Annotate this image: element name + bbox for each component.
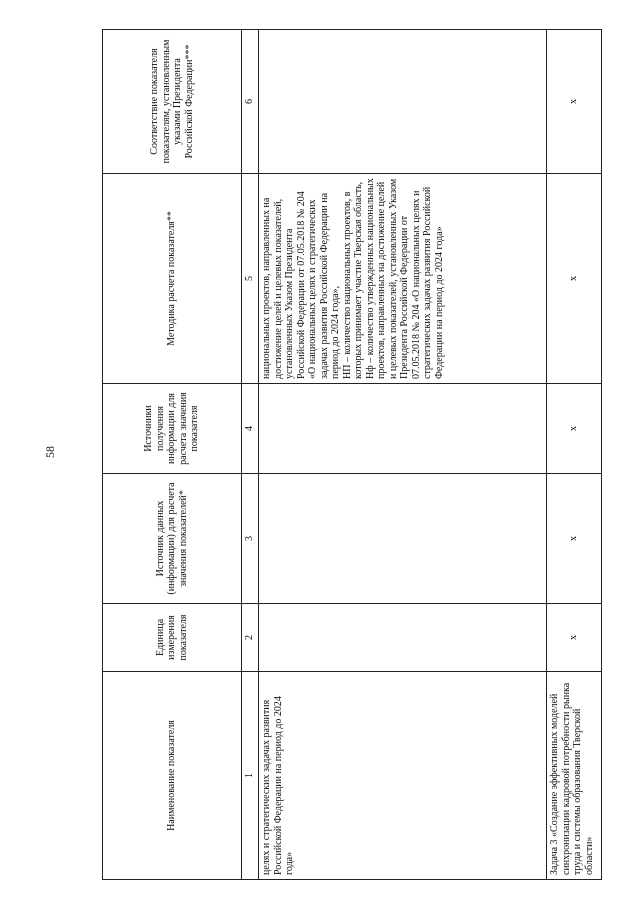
data-source-cell [259, 474, 547, 604]
compliance-cell: x [547, 30, 602, 174]
table-row [547, 30, 602, 880]
info-source-cell: x [547, 384, 602, 474]
data-source-cell: x [547, 474, 602, 604]
method-cell: национальных проектов, направленных на достижение целей и целевых показателей, установленных Указом Президента Российской Федерации от 07.05.2018 № 204 «О национальных целях и стратегических задачах развития Российской Федерации на период до 2024 года», НП – количество национальных проектов, в которых принимает участие Тверская область, Нф – количество утвержденных национальных проектов, направленных на достижение целей и целевых показателей, установленных Указом Президента Российской Федерации от 07.05.2018 № 204 «О национальных целях и стратегических задачах развития Российской Федерации на период до 2024 года» [259, 174, 547, 384]
column-number: 1 [242, 672, 259, 880]
header-cell: Источник данных (информации) для расчета значения показателей* [103, 474, 242, 604]
info-source-cell [259, 384, 547, 474]
compliance-cell [259, 30, 547, 174]
header-cell: Источники получения информации для расчета значения показателя [103, 384, 242, 474]
column-number: 5 [242, 174, 259, 384]
task-name: Задача 3 «Создание эффективных моделей синхронизации кадровой потребности рынка труда и системы образования Тверской области» [547, 672, 602, 880]
header-row [103, 30, 242, 880]
column-number: 2 [242, 604, 259, 672]
table-row [259, 30, 547, 880]
method-cell: x [547, 174, 602, 384]
header-cell: Наименование показателя [103, 672, 242, 880]
unit-cell: x [547, 604, 602, 672]
header-cell: Методика расчета показателя** [103, 174, 242, 384]
column-number: 6 [242, 30, 259, 174]
header-cell: Единица измерения показателя [103, 604, 242, 672]
rotated-table-wrapper [102, 30, 602, 880]
unit-cell [259, 604, 547, 672]
column-number: 3 [242, 474, 259, 604]
indicators-table [102, 29, 602, 880]
indicator-name: целях и стратегических задачах развития Российской Федерации на период до 2024 года» [259, 672, 547, 880]
header-cell: Соответствие показателя показателям, установленным указами Президента Российской Федерации*** [103, 30, 242, 174]
column-number-row [242, 30, 259, 880]
page-number: 58 [43, 446, 57, 458]
column-number: 4 [242, 384, 259, 474]
